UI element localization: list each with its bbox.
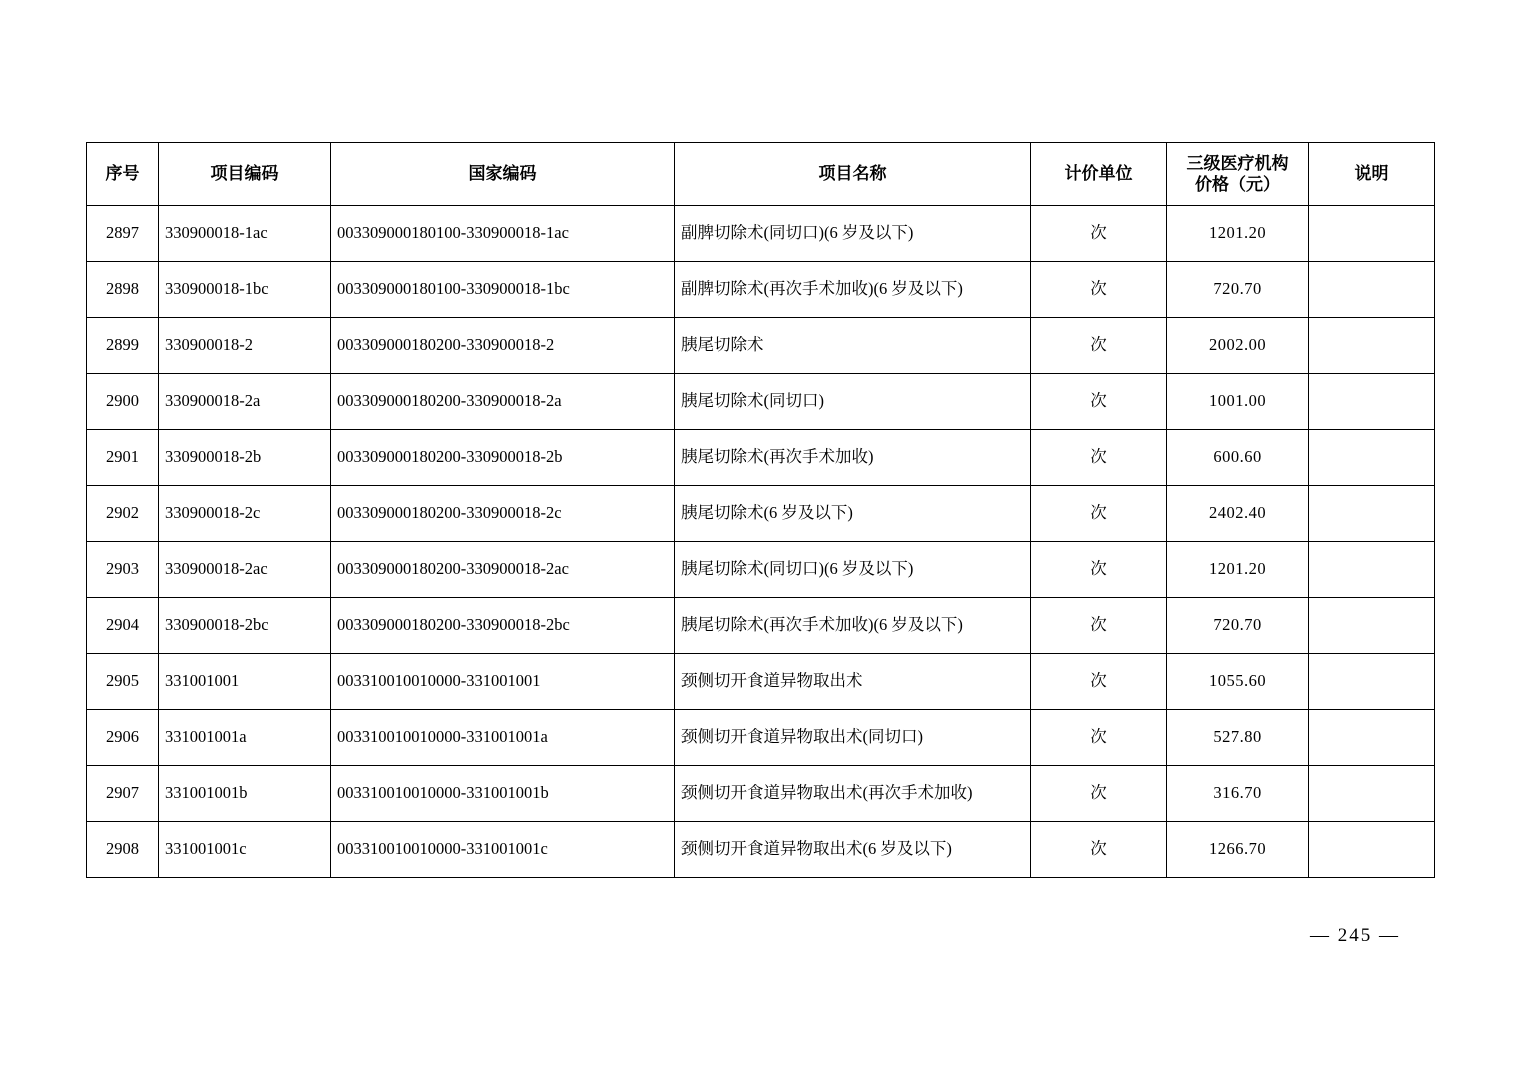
table-row <box>87 486 1435 542</box>
cell-seq: 2898 <box>87 262 159 318</box>
cell-item-name: 副脾切除术(再次手术加收)(6 岁及以下) <box>675 262 1031 318</box>
cell-note <box>1309 822 1435 878</box>
cell-unit: 次 <box>1031 766 1167 822</box>
cell-national-code: 003309000180100-330900018-1ac <box>331 206 675 262</box>
cell-item-code: 331001001 <box>159 654 331 710</box>
column-header-unit: 计价单位 <box>1031 143 1167 206</box>
column-header-note: 说明 <box>1309 143 1435 206</box>
cell-price: 1201.20 <box>1167 542 1309 598</box>
cell-price: 2002.00 <box>1167 318 1309 374</box>
cell-seq: 2903 <box>87 542 159 598</box>
cell-item-name: 颈侧切开食道异物取出术(再次手术加收) <box>675 766 1031 822</box>
cell-note <box>1309 206 1435 262</box>
cell-unit: 次 <box>1031 206 1167 262</box>
cell-price: 527.80 <box>1167 710 1309 766</box>
cell-note <box>1309 766 1435 822</box>
cell-unit: 次 <box>1031 430 1167 486</box>
column-header-price-line2: 价格（元） <box>1195 175 1280 194</box>
cell-item-code: 331001001c <box>159 822 331 878</box>
table-body <box>87 206 1435 878</box>
cell-note <box>1309 542 1435 598</box>
cell-seq: 2902 <box>87 486 159 542</box>
cell-unit: 次 <box>1031 262 1167 318</box>
cell-price: 720.70 <box>1167 598 1309 654</box>
page-number: — 245 — <box>1310 925 1400 946</box>
cell-national-code: 003309000180100-330900018-1bc <box>331 262 675 318</box>
cell-note <box>1309 374 1435 430</box>
cell-item-code: 330900018-2a <box>159 374 331 430</box>
table-row <box>87 206 1435 262</box>
cell-note <box>1309 262 1435 318</box>
cell-item-name: 颈侧切开食道异物取出术(6 岁及以下) <box>675 822 1031 878</box>
cell-national-code: 003309000180200-330900018-2a <box>331 374 675 430</box>
cell-national-code: 003310010010000-331001001 <box>331 654 675 710</box>
column-header-item-name: 项目名称 <box>675 143 1031 206</box>
cell-item-name: 胰尾切除术(同切口)(6 岁及以下) <box>675 542 1031 598</box>
column-header-seq: 序号 <box>87 143 159 206</box>
cell-national-code: 003310010010000-331001001b <box>331 766 675 822</box>
table-row <box>87 374 1435 430</box>
cell-seq: 2900 <box>87 374 159 430</box>
cell-seq: 2904 <box>87 598 159 654</box>
cell-price: 1201.20 <box>1167 206 1309 262</box>
cell-item-code: 330900018-2ac <box>159 542 331 598</box>
cell-unit: 次 <box>1031 710 1167 766</box>
cell-item-name: 颈侧切开食道异物取出术(同切口) <box>675 710 1031 766</box>
cell-item-code: 330900018-1ac <box>159 206 331 262</box>
cell-item-code: 330900018-2 <box>159 318 331 374</box>
cell-item-code: 330900018-2bc <box>159 598 331 654</box>
cell-unit: 次 <box>1031 542 1167 598</box>
cell-price: 1266.70 <box>1167 822 1309 878</box>
cell-national-code: 003309000180200-330900018-2bc <box>331 598 675 654</box>
cell-unit: 次 <box>1031 318 1167 374</box>
cell-price: 600.60 <box>1167 430 1309 486</box>
cell-seq: 2899 <box>87 318 159 374</box>
cell-price: 2402.40 <box>1167 486 1309 542</box>
cell-note <box>1309 318 1435 374</box>
cell-seq: 2897 <box>87 206 159 262</box>
price-table-container <box>86 142 1434 878</box>
cell-unit: 次 <box>1031 374 1167 430</box>
cell-national-code: 003309000180200-330900018-2c <box>331 486 675 542</box>
table-row <box>87 766 1435 822</box>
cell-national-code: 003309000180200-330900018-2b <box>331 430 675 486</box>
column-header-price <box>1167 143 1309 206</box>
cell-item-name: 胰尾切除术(6 岁及以下) <box>675 486 1031 542</box>
table-row <box>87 262 1435 318</box>
cell-seq: 2901 <box>87 430 159 486</box>
cell-item-name: 副脾切除术(同切口)(6 岁及以下) <box>675 206 1031 262</box>
table-row <box>87 822 1435 878</box>
cell-national-code: 003310010010000-331001001c <box>331 822 675 878</box>
column-header-item-code: 项目编码 <box>159 143 331 206</box>
cell-item-name: 胰尾切除术 <box>675 318 1031 374</box>
cell-seq: 2905 <box>87 654 159 710</box>
cell-seq: 2908 <box>87 822 159 878</box>
cell-unit: 次 <box>1031 822 1167 878</box>
table-row <box>87 710 1435 766</box>
table-row <box>87 598 1435 654</box>
cell-price: 1055.60 <box>1167 654 1309 710</box>
table-row <box>87 318 1435 374</box>
cell-item-name: 胰尾切除术(再次手术加收) <box>675 430 1031 486</box>
cell-unit: 次 <box>1031 654 1167 710</box>
cell-note <box>1309 598 1435 654</box>
cell-item-code: 330900018-1bc <box>159 262 331 318</box>
cell-price: 1001.00 <box>1167 374 1309 430</box>
cell-price: 720.70 <box>1167 262 1309 318</box>
cell-national-code: 003310010010000-331001001a <box>331 710 675 766</box>
cell-note <box>1309 486 1435 542</box>
cell-note <box>1309 430 1435 486</box>
table-row <box>87 654 1435 710</box>
cell-unit: 次 <box>1031 598 1167 654</box>
cell-item-name: 胰尾切除术(同切口) <box>675 374 1031 430</box>
table-row <box>87 430 1435 486</box>
cell-price: 316.70 <box>1167 766 1309 822</box>
column-header-national-code: 国家编码 <box>331 143 675 206</box>
cell-item-name: 颈侧切开食道异物取出术 <box>675 654 1031 710</box>
cell-item-name: 胰尾切除术(再次手术加收)(6 岁及以下) <box>675 598 1031 654</box>
table-row <box>87 542 1435 598</box>
cell-seq: 2906 <box>87 710 159 766</box>
cell-note <box>1309 710 1435 766</box>
medical-price-table <box>86 142 1435 878</box>
cell-national-code: 003309000180200-330900018-2 <box>331 318 675 374</box>
cell-seq: 2907 <box>87 766 159 822</box>
cell-item-code: 330900018-2b <box>159 430 331 486</box>
table-header <box>87 143 1435 206</box>
cell-note <box>1309 654 1435 710</box>
column-header-price-line1: 三级医疗机构 <box>1186 153 1289 173</box>
cell-national-code: 003309000180200-330900018-2ac <box>331 542 675 598</box>
cell-item-code: 331001001b <box>159 766 331 822</box>
cell-item-code: 331001001a <box>159 710 331 766</box>
cell-unit: 次 <box>1031 486 1167 542</box>
table-header-row <box>87 143 1435 206</box>
cell-item-code: 330900018-2c <box>159 486 331 542</box>
